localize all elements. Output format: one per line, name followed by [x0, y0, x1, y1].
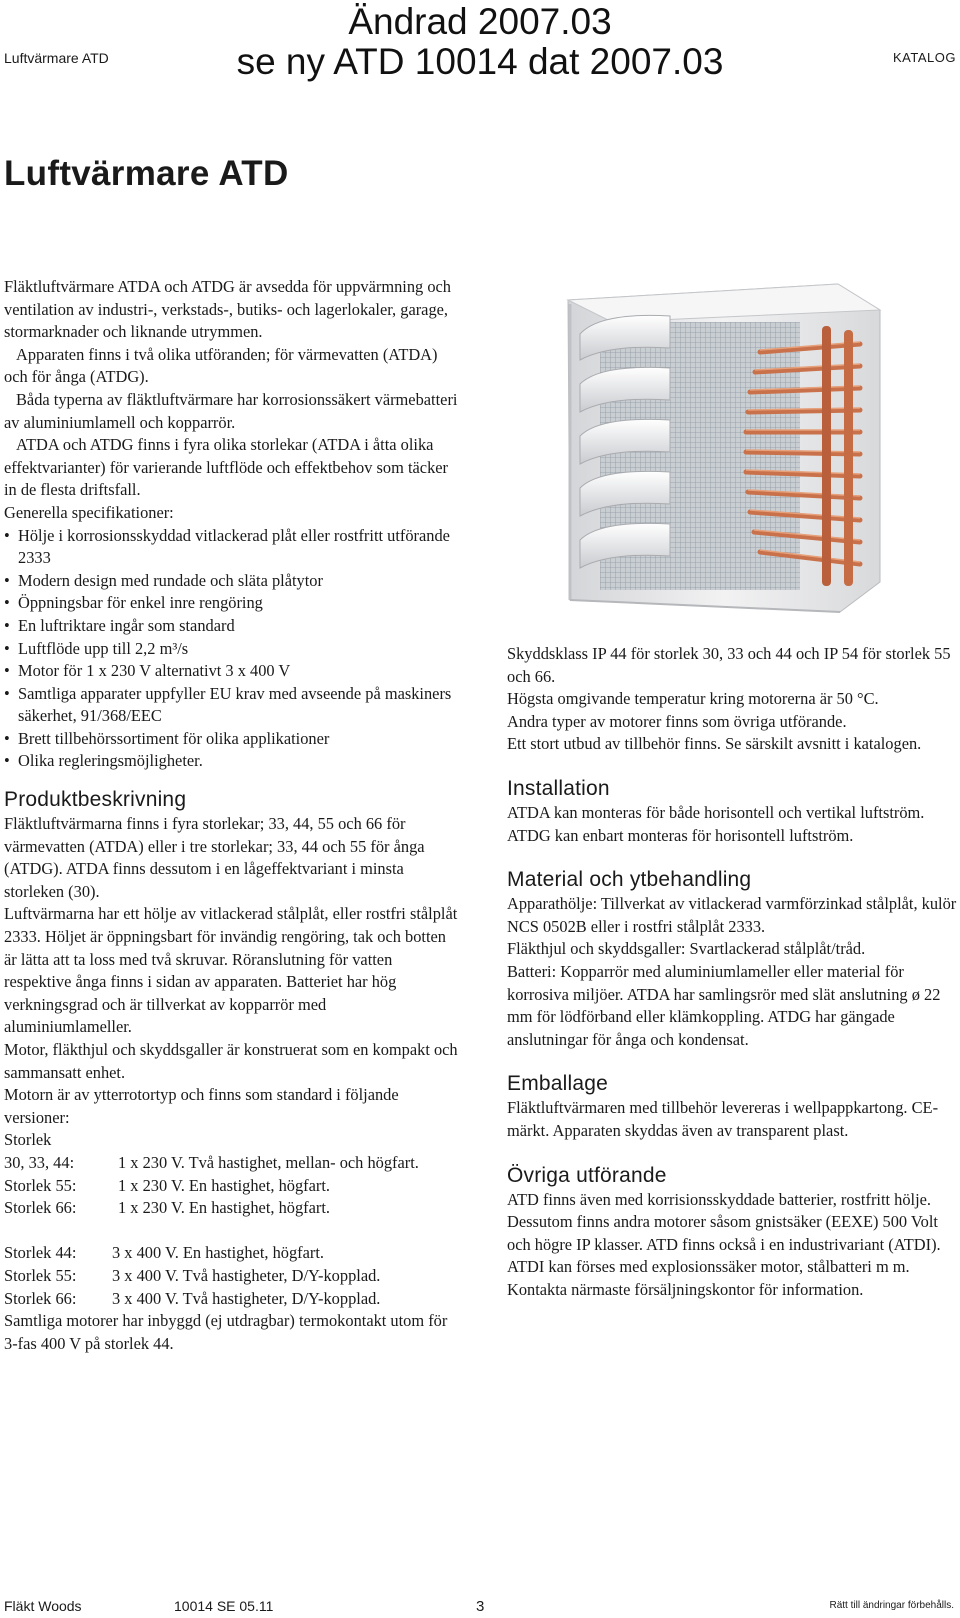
list-item: • Brett tillbehörssortiment för olika applikationer [4, 728, 458, 751]
intro-paragraph: Fläktluftvärmare ATDA och ATDG är avsedda för uppvärmning och ventilation av industri-, verkstads-, butiks- och lagerlokaler, garage, stormarknader och liknande utrymmen. [4, 277, 451, 342]
footer-doc-number: 10014 SE 05.11 [174, 1598, 274, 1614]
list-item: • En luftriktare ingår som standard [4, 615, 458, 638]
motor-desc: 3 x 400 V. Två hastigheter, D/Y-kopplad. [112, 1265, 381, 1285]
section-heading-produktbeskrivning: Produktbeskrivning [4, 788, 187, 812]
body-paragraph: Fläktluftvärmaren med tillbehör levereras i wellpappkartong. CE-märkt. Apparaten skyddas även av transparent plast. [507, 1098, 939, 1140]
list-item: • Hölje i korrosionsskyddad vitlackerad plåt eller rostfritt utförande 2333 [4, 525, 458, 570]
motor-size: Storlek 55: [4, 1265, 77, 1285]
body-paragraph: Fläkthjul och skyddsgaller: Svartlackerad stålplåt/tråd. [507, 939, 866, 959]
body-paragraph: Apparathölje: Tillverkat av vitlackerad varmförzinkad stålplåt, kulör NCS 0502B eller i rostfri stålplåt 2333. [507, 894, 957, 936]
table-row [4, 1265, 380, 1288]
footer-brand: Fläkt Woods [4, 1598, 82, 1614]
storlek-label: Storlek [4, 1130, 52, 1150]
page-number: 3 [476, 1598, 485, 1615]
table-row [4, 1152, 419, 1175]
body-paragraph: Luftvärmarna har ett hölje av vitlackerad stålplåt, eller rostfri stålplåt 2333. Höljet är öppningsbart för invändig rengöring, tak och botten är lätta att ta loss med två skruvar. Röranslutning för vatten respektive ånga finns i sidan av apparaten. Batteriet har hög verkningsgrad och är tillverkat av kopparrör med aluminiumlameller. [4, 904, 458, 1037]
spec-list [4, 525, 458, 774]
footer-rights: Rätt till ändringar förbehålls. [829, 1600, 954, 1611]
motor-desc: 1 x 230 V. En hastighet, högfart. [118, 1175, 330, 1195]
section-heading-installation: Installation [507, 776, 610, 800]
body-paragraph: Batteri: Kopparrör med aluminiumlameller eller material för korrosiva miljöer. ATDA har samlingsrör med slät anslutning ø 22 mm för lödförband eller klämkoppling. ATDG har gängade anslutningar för ånga och kondensat. [507, 961, 941, 1049]
footer [0, 1598, 960, 1616]
body-paragraph: Ett stort utbud av tillbehör finns. Se särskilt avsnitt i katalogen. [507, 734, 922, 754]
page-title: Luftvärmare ATD [4, 154, 289, 193]
body-paragraph: Högsta omgivande temperatur kring motorerna är 50 °C. [507, 689, 879, 709]
motor-table-1ph [4, 1152, 419, 1220]
table-row [4, 1197, 419, 1220]
list-item: • Luftflöde upp till 2,2 m³/s [4, 638, 458, 661]
air-heater-illustration [560, 282, 890, 614]
intro-paragraph: Apparaten finns i två olika utföranden; för värmevatten (ATDA) och för ånga (ATDG). [4, 344, 438, 387]
list-item: • Motor för 1 x 230 V alternativt 3 x 400 V [4, 660, 458, 683]
spec-heading: Generella specifikationer: [4, 502, 174, 522]
table-row [4, 1288, 380, 1311]
motor-size: 30, 33, 44: [4, 1152, 75, 1172]
list-item: • Samtliga apparater uppfyller EU krav med avseende på maskiners säkerhet, 91/368/EEC [4, 683, 458, 728]
left-column [4, 276, 458, 1355]
closing-paragraph: Samtliga motorer har inbyggd (ej utdragbar) termokontakt utom för 3-fas 400 V på storlek 44. [4, 1311, 448, 1353]
motor-desc: 1 x 230 V. En hastighet, högfart. [118, 1198, 330, 1218]
motor-size: Storlek 44: [4, 1243, 77, 1263]
motor-desc: 3 x 400 V. Två hastigheter, D/Y-kopplad. [112, 1288, 381, 1308]
section-heading-material: Material och ytbehandling [507, 868, 752, 892]
intro-paragraph: Båda typerna av fläktluftvärmare har korrosionssäkert värmebatteri av aluminiumlamell och kopparrör. [4, 389, 458, 432]
body-paragraph: Motor, fläkthjul och skyddsgaller är konstruerat som en kompakt och sammansatt enhet. [4, 1040, 458, 1082]
body-paragraph: Motorn är av ytterrotortyp och finns som standard i följande versioner: [4, 1085, 399, 1127]
list-item: • Öppningsbar för enkel inre rengöring [4, 592, 458, 615]
motor-size: Storlek 66: [4, 1288, 77, 1308]
intro-paragraph: ATDA och ATDG finns i fyra olika storlekar (ATDA i åtta olika effektvarianter) för varierande luftflöde och effektbehov som täcker in de flesta driftsfall. [4, 435, 449, 500]
motor-desc: 1 x 230 V. Två hastighet, mellan- och högfart. [118, 1152, 419, 1172]
body-paragraph: ATD finns även med korrisionsskyddade batterier, rostfritt hölje. Dessutom finns andra motorer såsom gnistsäker (EEXE) 500 Volt och högre IP klasser. ATD finns också i en industrivariant (ATDI). ATDI kan förses med explosionssäker motor, stålbatteri m m. Kontakta närmaste försäljningskontor för information. [507, 1189, 941, 1299]
section-heading-emballage: Emballage [507, 1072, 609, 1096]
section-heading-ovriga: Övriga utförande [507, 1163, 667, 1187]
header-left-label: Luftvärmare ATD [4, 50, 109, 66]
table-row [4, 1175, 419, 1198]
motor-desc: 3 x 400 V. En hastighet, högfart. [112, 1243, 324, 1263]
body-paragraph: Andra typer av motorer finns som övriga utförande. [507, 711, 847, 731]
motor-table-3ph [4, 1242, 380, 1310]
right-column [507, 643, 959, 1301]
motor-size: Storlek 55: [4, 1175, 77, 1195]
list-item: • Olika regleringsmöjligheter. [4, 750, 458, 773]
list-item: • Modern design med rundade och släta plåtytor [4, 570, 458, 593]
body-paragraph: ATDA kan monteras för både horisontell och vertikal luftström. ATDG kan enbart monteras för horisontell luftström. [507, 802, 925, 845]
body-paragraph: Skyddsklass IP 44 för storlek 30, 33 och 44 och IP 54 för storlek 55 och 66. [507, 644, 951, 686]
header-right-label: KATALOG [893, 50, 956, 65]
revision-notice [0, 2, 960, 82]
table-row [4, 1242, 380, 1265]
motor-size: Storlek 66: [4, 1198, 77, 1218]
revision-line-2: se ny ATD 10014 dat 2007.03 [236, 41, 724, 82]
body-paragraph: Fläktluftvärmarna finns i fyra storlekar; 33, 44, 55 och 66 för värmevatten (ATDA) eller i tre storlekar; 33, 44 och 55 för ånga (ATDG). ATDA finns dessutom i en lågeffektvariant i minsta storleken (30). [4, 814, 425, 901]
revision-line-1: Ändrad 2007.03 [348, 1, 612, 42]
